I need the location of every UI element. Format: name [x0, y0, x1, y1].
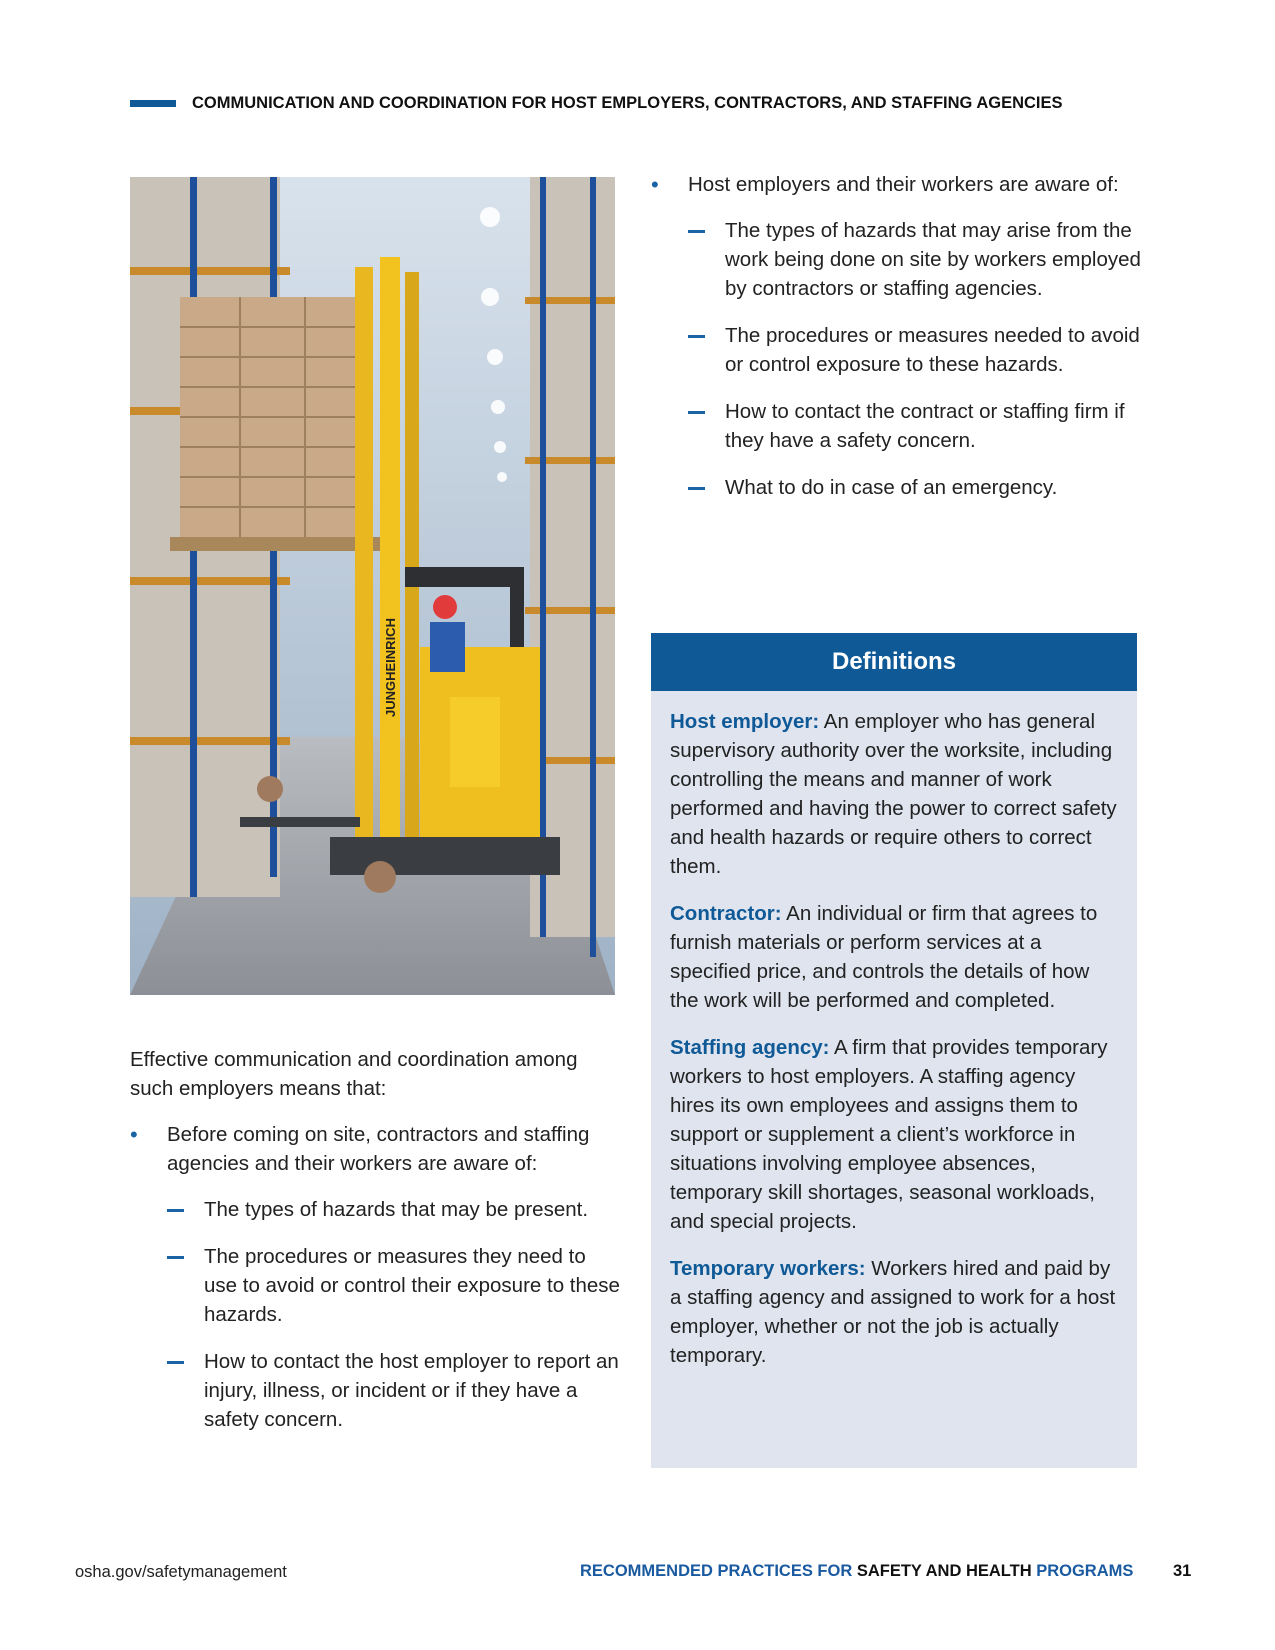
forklift-warehouse-photo: [130, 177, 615, 995]
definition-term: Staffing agency:: [670, 1036, 830, 1059]
footer-series-title: [580, 1562, 1133, 1581]
page-header: [130, 94, 1140, 113]
warehouse-illustration: [130, 177, 615, 995]
forklift-brand-label: JUNGHEINRICH: [383, 618, 398, 717]
definition-staffing-agency: [670, 1033, 1118, 1236]
definition-text: An individual or firm that agrees to furnish materials or perform services at a specified price, and controls the details of how the work will be performed and completed.: [670, 902, 1098, 1012]
definition-host-employer: [670, 707, 1118, 881]
right-column: [651, 170, 1141, 520]
definition-term: Contractor:: [670, 902, 782, 925]
footer-series-part3: PROGRAMS: [1031, 1562, 1134, 1580]
list-item: The procedures or measures needed to avoid or control exposure to these hazards.: [688, 321, 1141, 379]
definitions-body: [651, 691, 1137, 1370]
definitions-box: [651, 633, 1137, 1468]
list-item: [130, 1120, 620, 1434]
left-dash-list: [167, 1195, 620, 1434]
definition-contractor: [670, 899, 1118, 1015]
bullet-text: Host employers and their workers are aware of:: [688, 173, 1119, 196]
definition-text: A firm that provides temporary workers to host employers. A staffing agency hires its own employees and assigns them to support or supplement a client’s workforce in situations involving employee absences, temporary skill shortages, seasonal workloads, and special projects.: [670, 1036, 1108, 1233]
footer-url[interactable]: osha.gov/safetymanagement: [75, 1563, 287, 1581]
intro-paragraph: Effective communication and coordination among such employers means that:: [130, 1048, 578, 1100]
right-bullet-list: [651, 170, 1141, 502]
list-item: The types of hazards that may be present.: [167, 1195, 620, 1224]
left-bullet-list: [130, 1120, 620, 1434]
list-item: How to contact the contract or staffing firm if they have a safety concern.: [688, 397, 1141, 455]
definition-text: An employer who has general supervisory authority over the worksite, including controlling the means and manner of work performed and having the power to correct safety and health hazards or require others to correct them.: [670, 710, 1117, 878]
definition-term: Temporary workers:: [670, 1257, 866, 1280]
list-item: The types of hazards that may arise from the work being done on site by workers employed by contractors or staffing agencies.: [688, 216, 1141, 303]
footer-series-part2: SAFETY AND HEALTH: [856, 1562, 1032, 1580]
header-title: COMMUNICATION AND COORDINATION FOR HOST EMPLOYERS, CONTRACTORS, AND STAFFING AGENCIES: [192, 94, 1063, 112]
footer-series-part1: RECOMMENDED PRACTICES FOR: [580, 1562, 857, 1580]
definition-term: Host employer:: [670, 710, 820, 733]
page-number: 31: [1173, 1562, 1192, 1580]
list-item: The procedures or measures they need to use to avoid or control their exposure to these hazards.: [167, 1242, 620, 1329]
list-item: [651, 170, 1141, 502]
definition-temporary-workers: [670, 1254, 1118, 1370]
header-accent-bar: [130, 100, 176, 107]
list-item: How to contact the host employer to report an injury, illness, or incident or if they have a safety concern.: [167, 1347, 620, 1434]
definition-text: Workers hired and paid by a staffing agency and assigned to work for a host employer, whether or not the job is actually temporary.: [670, 1257, 1116, 1367]
bullet-text: Before coming on site, contractors and staffing agencies and their workers are aware of:: [167, 1123, 590, 1175]
list-item: What to do in case of an emergency.: [688, 473, 1141, 502]
right-dash-list: [688, 216, 1141, 502]
definitions-title: Definitions: [651, 633, 1137, 691]
left-column: [130, 1045, 620, 1452]
